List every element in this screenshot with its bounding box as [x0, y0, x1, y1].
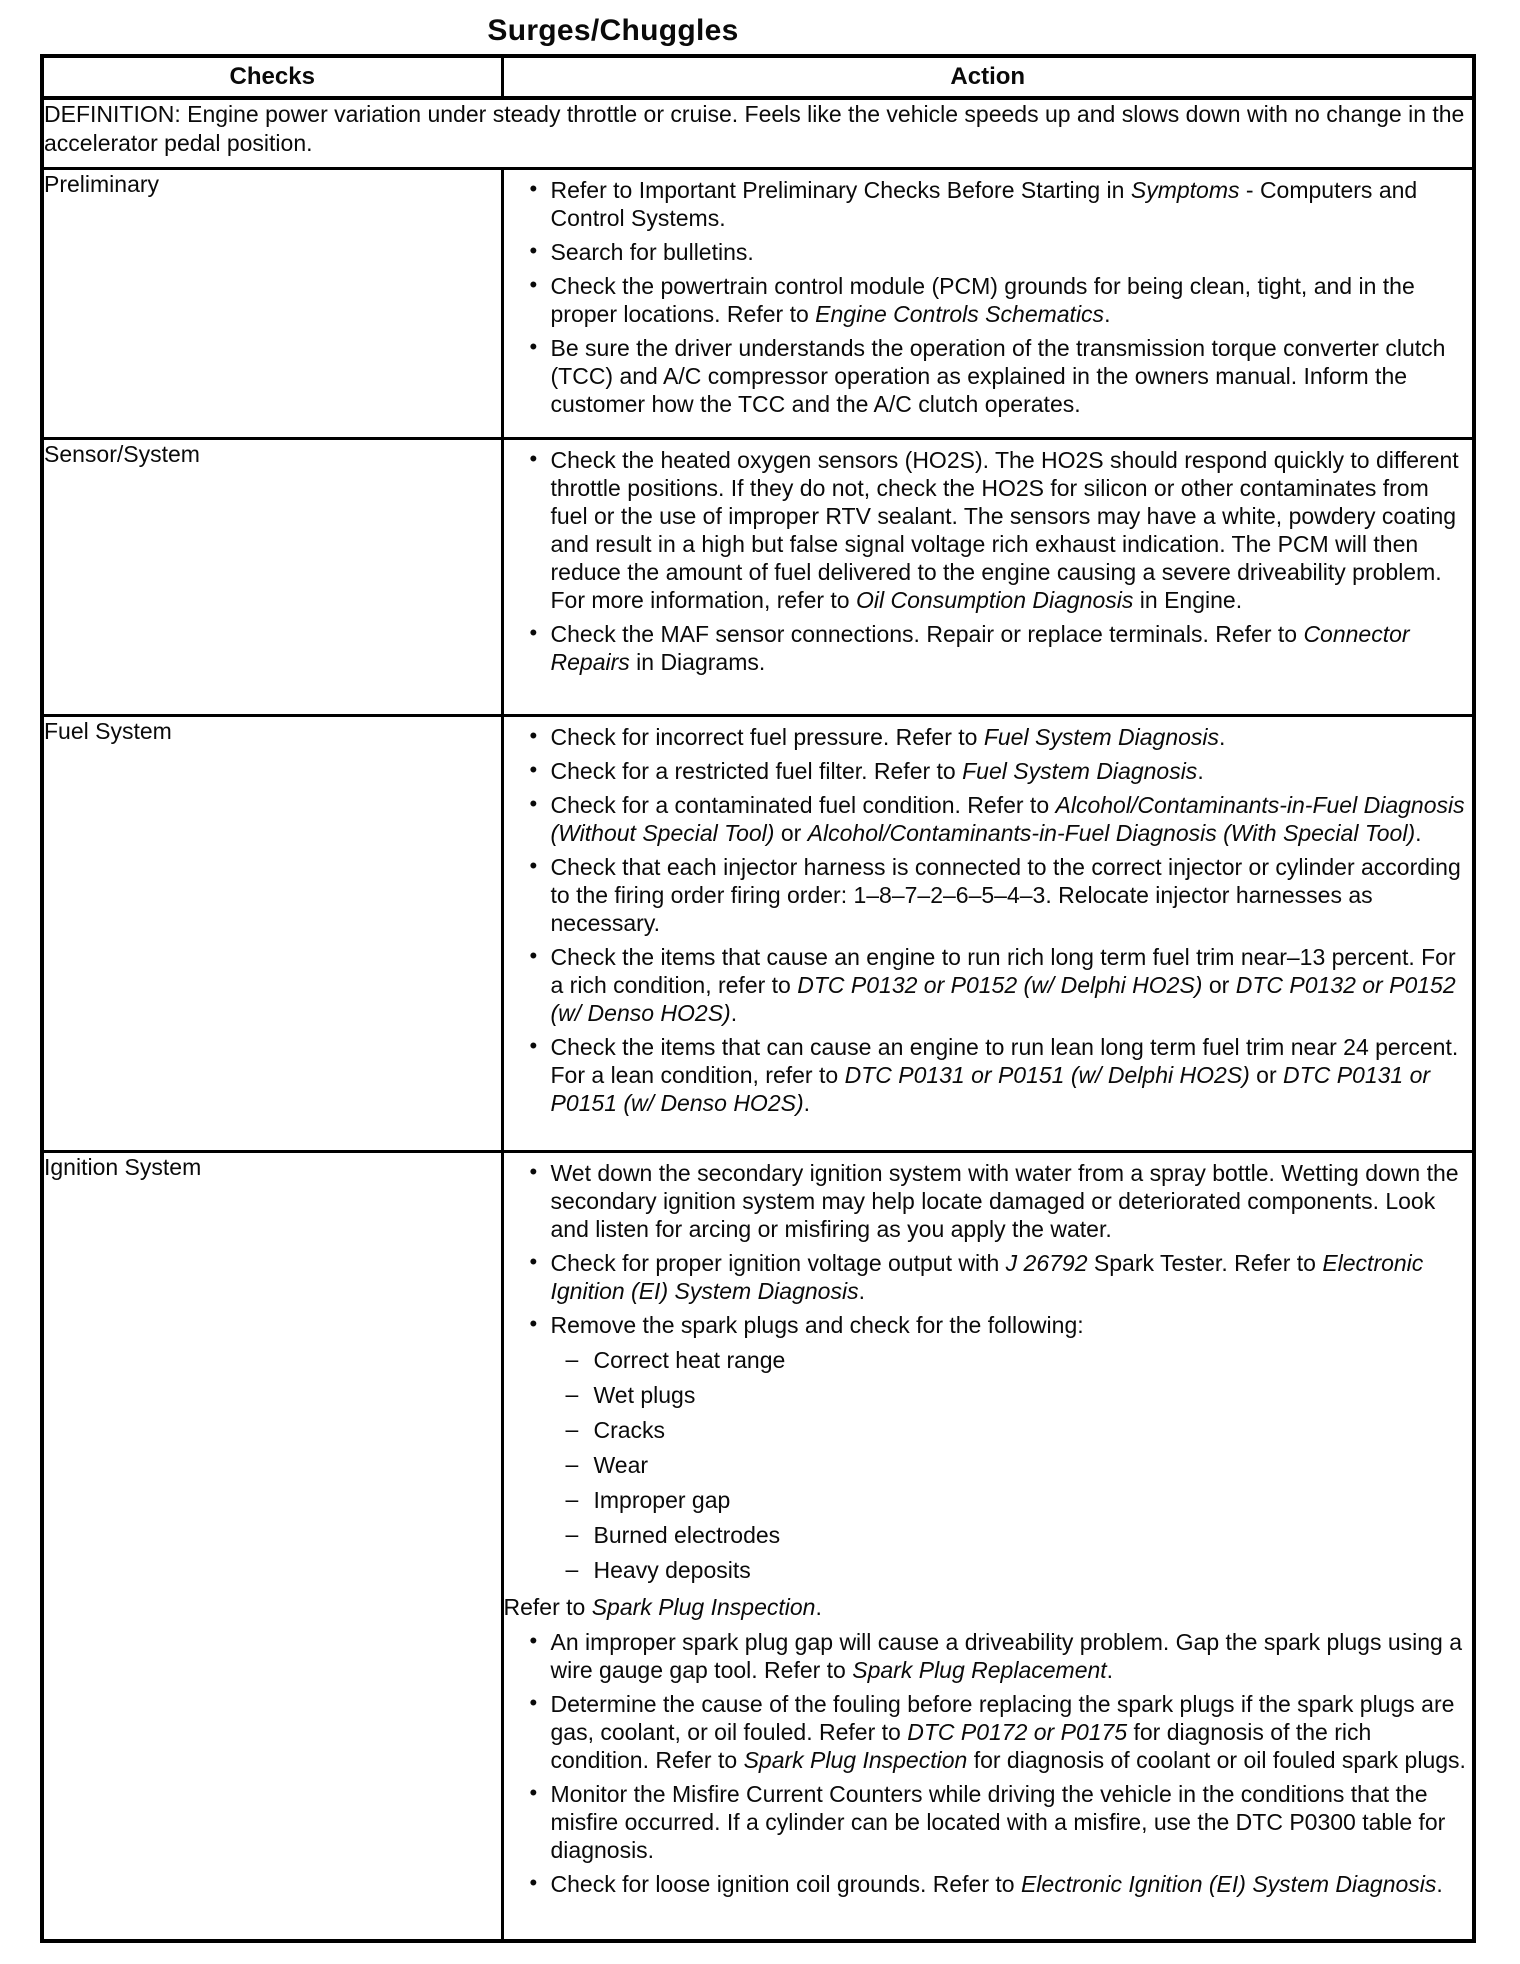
dash-sub-item: [504, 1416, 1473, 1444]
item-text: Check that each injector harness is connected to the correct injector or cylinder according to the firing order firing order: 1–8–7–2–6–5–4–3. Relocate injector harnesses as necessary.: [550, 853, 1461, 936]
bullet-icon: •: [529, 722, 538, 748]
item-text: Wet plugs: [593, 1381, 696, 1408]
dash-icon: –: [565, 1485, 579, 1512]
bullet-item: [504, 1628, 1473, 1684]
item-text: Search for bulletins.: [550, 238, 754, 265]
action-column-header: Action: [502, 56, 1474, 98]
bullet-item: [504, 446, 1473, 614]
bullet-icon: •: [529, 1779, 538, 1805]
item-text: Check the powertrain control module (PCM) grounds for being clean, tight, and in the proper locations. Refer to Engine Controls Schematics.: [550, 272, 1415, 327]
bullet-icon: •: [529, 1032, 538, 1058]
bullet-item: [504, 1690, 1473, 1774]
item-text: Cracks: [593, 1416, 666, 1443]
bullet-icon: •: [529, 1689, 538, 1715]
dash-icon: –: [565, 1450, 579, 1477]
item-text: Improper gap: [593, 1486, 731, 1513]
bullet-icon: •: [529, 852, 538, 878]
item-text: Heavy deposits: [593, 1556, 751, 1583]
dash-icon: –: [565, 1380, 579, 1407]
table-row: [42, 438, 1474, 715]
item-text: Refer to Important Preliminary Checks Before Starting in Symptoms - Computers and Control Systems.: [550, 176, 1418, 231]
bullet-item: [504, 1159, 1473, 1243]
bullet-icon: •: [529, 790, 538, 816]
check-cell: Sensor/System: [42, 438, 502, 715]
item-text: Check for a contaminated fuel condition. Refer to Alcohol/Contaminants-in-Fuel Diagnosis (Without Special Tool) or Alcohol/Contaminants-in-Fuel Diagnosis (With Special Tool).: [550, 791, 1465, 846]
action-cell: [502, 168, 1474, 438]
item-text: Check for a restricted fuel filter. Refer to Fuel System Diagnosis.: [550, 757, 1204, 784]
item-text: Check the MAF sensor connections. Repair or replace terminals. Refer to Connector Repairs in Diagrams.: [550, 620, 1410, 675]
bullet-icon: •: [529, 942, 538, 968]
header-row: [42, 56, 1474, 98]
check-cell: Fuel System: [42, 715, 502, 1151]
dash-icon: –: [565, 1415, 579, 1442]
bullet-item: [504, 272, 1473, 328]
item-text: Wet down the secondary ignition system with water from a spray bottle. Wetting down the secondary ignition system may help locate damaged or deteriorated components. Look and listen for arcing or misfiring as you apply the water.: [550, 1159, 1459, 1242]
table-body: [42, 98, 1474, 1941]
action-cell: [502, 438, 1474, 715]
definition-text: DEFINITION: Engine power variation under steady throttle or cruise. Feels like the vehicle speeds up and slows down with no change in the accelerator pedal position.: [42, 98, 1474, 168]
dash-sub-item: [504, 1346, 1473, 1374]
dash-sub-item: [504, 1381, 1473, 1409]
check-cell: Preliminary: [42, 168, 502, 438]
bullet-icon: •: [529, 619, 538, 645]
bullet-icon: •: [529, 271, 538, 297]
dash-sub-item: [504, 1486, 1473, 1514]
item-text: Check for incorrect fuel pressure. Refer to Fuel System Diagnosis.: [550, 723, 1226, 750]
bullet-icon: •: [529, 175, 538, 201]
bullet-icon: •: [529, 237, 538, 263]
item-text: An improper spark plug gap will cause a driveability problem. Gap the spark plugs using a wire gauge gap tool. Refer to Spark Plug Replacement.: [550, 1628, 1463, 1683]
item-text: Check the items that can cause an engine to run lean long term fuel trim near 24 percent. For a lean condition, refer to DTC P0131 or P0151 (w/ Delphi HO2S) or DTC P0131 or P0151 (w/ Denso HO2S).: [550, 1033, 1459, 1116]
bullet-icon: •: [529, 333, 538, 359]
action-cell: [502, 1151, 1474, 1941]
bullet-item: [504, 791, 1473, 847]
page-title: Surges/Chuggles: [487, 14, 739, 47]
dash-icon: –: [565, 1345, 579, 1372]
dash-sub-item: [504, 1556, 1473, 1584]
definition-row: [42, 98, 1474, 168]
diagnostic-table: [40, 54, 1476, 1943]
bullet-item: [504, 334, 1473, 418]
item-text: Monitor the Misfire Current Counters while driving the vehicle in the conditions that the misfire occurred. If a cylinder can be located with a misfire, use the DTC P0300 table for diagnosis.: [550, 1780, 1446, 1863]
bullet-item: [504, 176, 1473, 232]
bullet-item: [504, 1249, 1473, 1305]
item-text: Check for proper ignition voltage output with J 26792 Spark Tester. Refer to Electronic Ignition (EI) System Diagnosis.: [550, 1249, 1424, 1304]
plain-item: [504, 1593, 1473, 1621]
item-text: Check for loose ignition coil grounds. Refer to Electronic Ignition (EI) System Diagnosis.: [550, 1870, 1443, 1897]
action-cell: [502, 715, 1474, 1151]
item-text: Be sure the driver understands the operation of the transmission torque converter clutch (TCC) and A/C compressor operation as explained in the owners manual. Inform the customer how the TCC and the A/C clutch operates.: [550, 334, 1446, 417]
bullet-item: [504, 1033, 1473, 1117]
item-text: Correct heat range: [593, 1346, 786, 1373]
bullet-item: [504, 1311, 1473, 1339]
item-text: Determine the cause of the fouling before replacing the spark plugs if the spark plugs are gas, coolant, or oil fouled. Refer to DTC P0172 or P0175 for diagnosis of the rich condition. Refer to Spark Plug Inspection for diagnosis of coolant or oil fouled spark plugs.: [550, 1690, 1466, 1773]
bullet-item: [504, 620, 1473, 676]
item-text: Check the heated oxygen sensors (HO2S). The HO2S should respond quickly to different throttle positions. If they do not, check the HO2S for silicon or other contaminates from fuel or the use of improper RTV sealant. The sensors may have a white, powdery coating and result in a high but false signal voltage rich exhaust indication. The PCM will then reduce the amount of fuel delivered to the engine causing a severe driveability problem. For more information, refer to Oil Consumption Diagnosis in Engine.: [550, 446, 1459, 613]
dash-icon: –: [565, 1520, 579, 1547]
item-text: Remove the spark plugs and check for the following:: [550, 1311, 1084, 1338]
checks-column-header: Checks: [42, 56, 502, 98]
bullet-icon: •: [529, 1310, 538, 1336]
check-cell: Ignition System: [42, 1151, 502, 1941]
item-text: Refer to Spark Plug Inspection.: [503, 1593, 822, 1620]
bullet-icon: •: [529, 445, 538, 471]
dash-sub-item: [504, 1451, 1473, 1479]
bullet-icon: •: [529, 756, 538, 782]
table-row: [42, 715, 1474, 1151]
bullet-item: [504, 1780, 1473, 1864]
bullet-item: [504, 757, 1473, 785]
bullet-item: [504, 723, 1473, 751]
item-text: Wear: [593, 1451, 649, 1478]
bullet-item: [504, 853, 1473, 937]
item-text: Check the items that cause an engine to run rich long term fuel trim near–13 percent. For a rich condition, refer to DTC P0132 or P0152 (w/ Delphi HO2S) or DTC P0132 or P0152 (w/ Denso HO2S).: [550, 943, 1456, 1026]
bullet-icon: •: [529, 1627, 538, 1653]
table-row: [42, 168, 1474, 438]
bullet-item: [504, 943, 1473, 1027]
table-row: [42, 1151, 1474, 1941]
bullet-item: [504, 238, 1473, 266]
item-text: Burned electrodes: [593, 1521, 781, 1548]
bullet-icon: •: [529, 1158, 538, 1184]
dash-sub-item: [504, 1521, 1473, 1549]
bullet-icon: •: [529, 1869, 538, 1895]
dash-icon: –: [565, 1555, 579, 1582]
bullet-icon: •: [529, 1248, 538, 1274]
bullet-item: [504, 1870, 1473, 1898]
